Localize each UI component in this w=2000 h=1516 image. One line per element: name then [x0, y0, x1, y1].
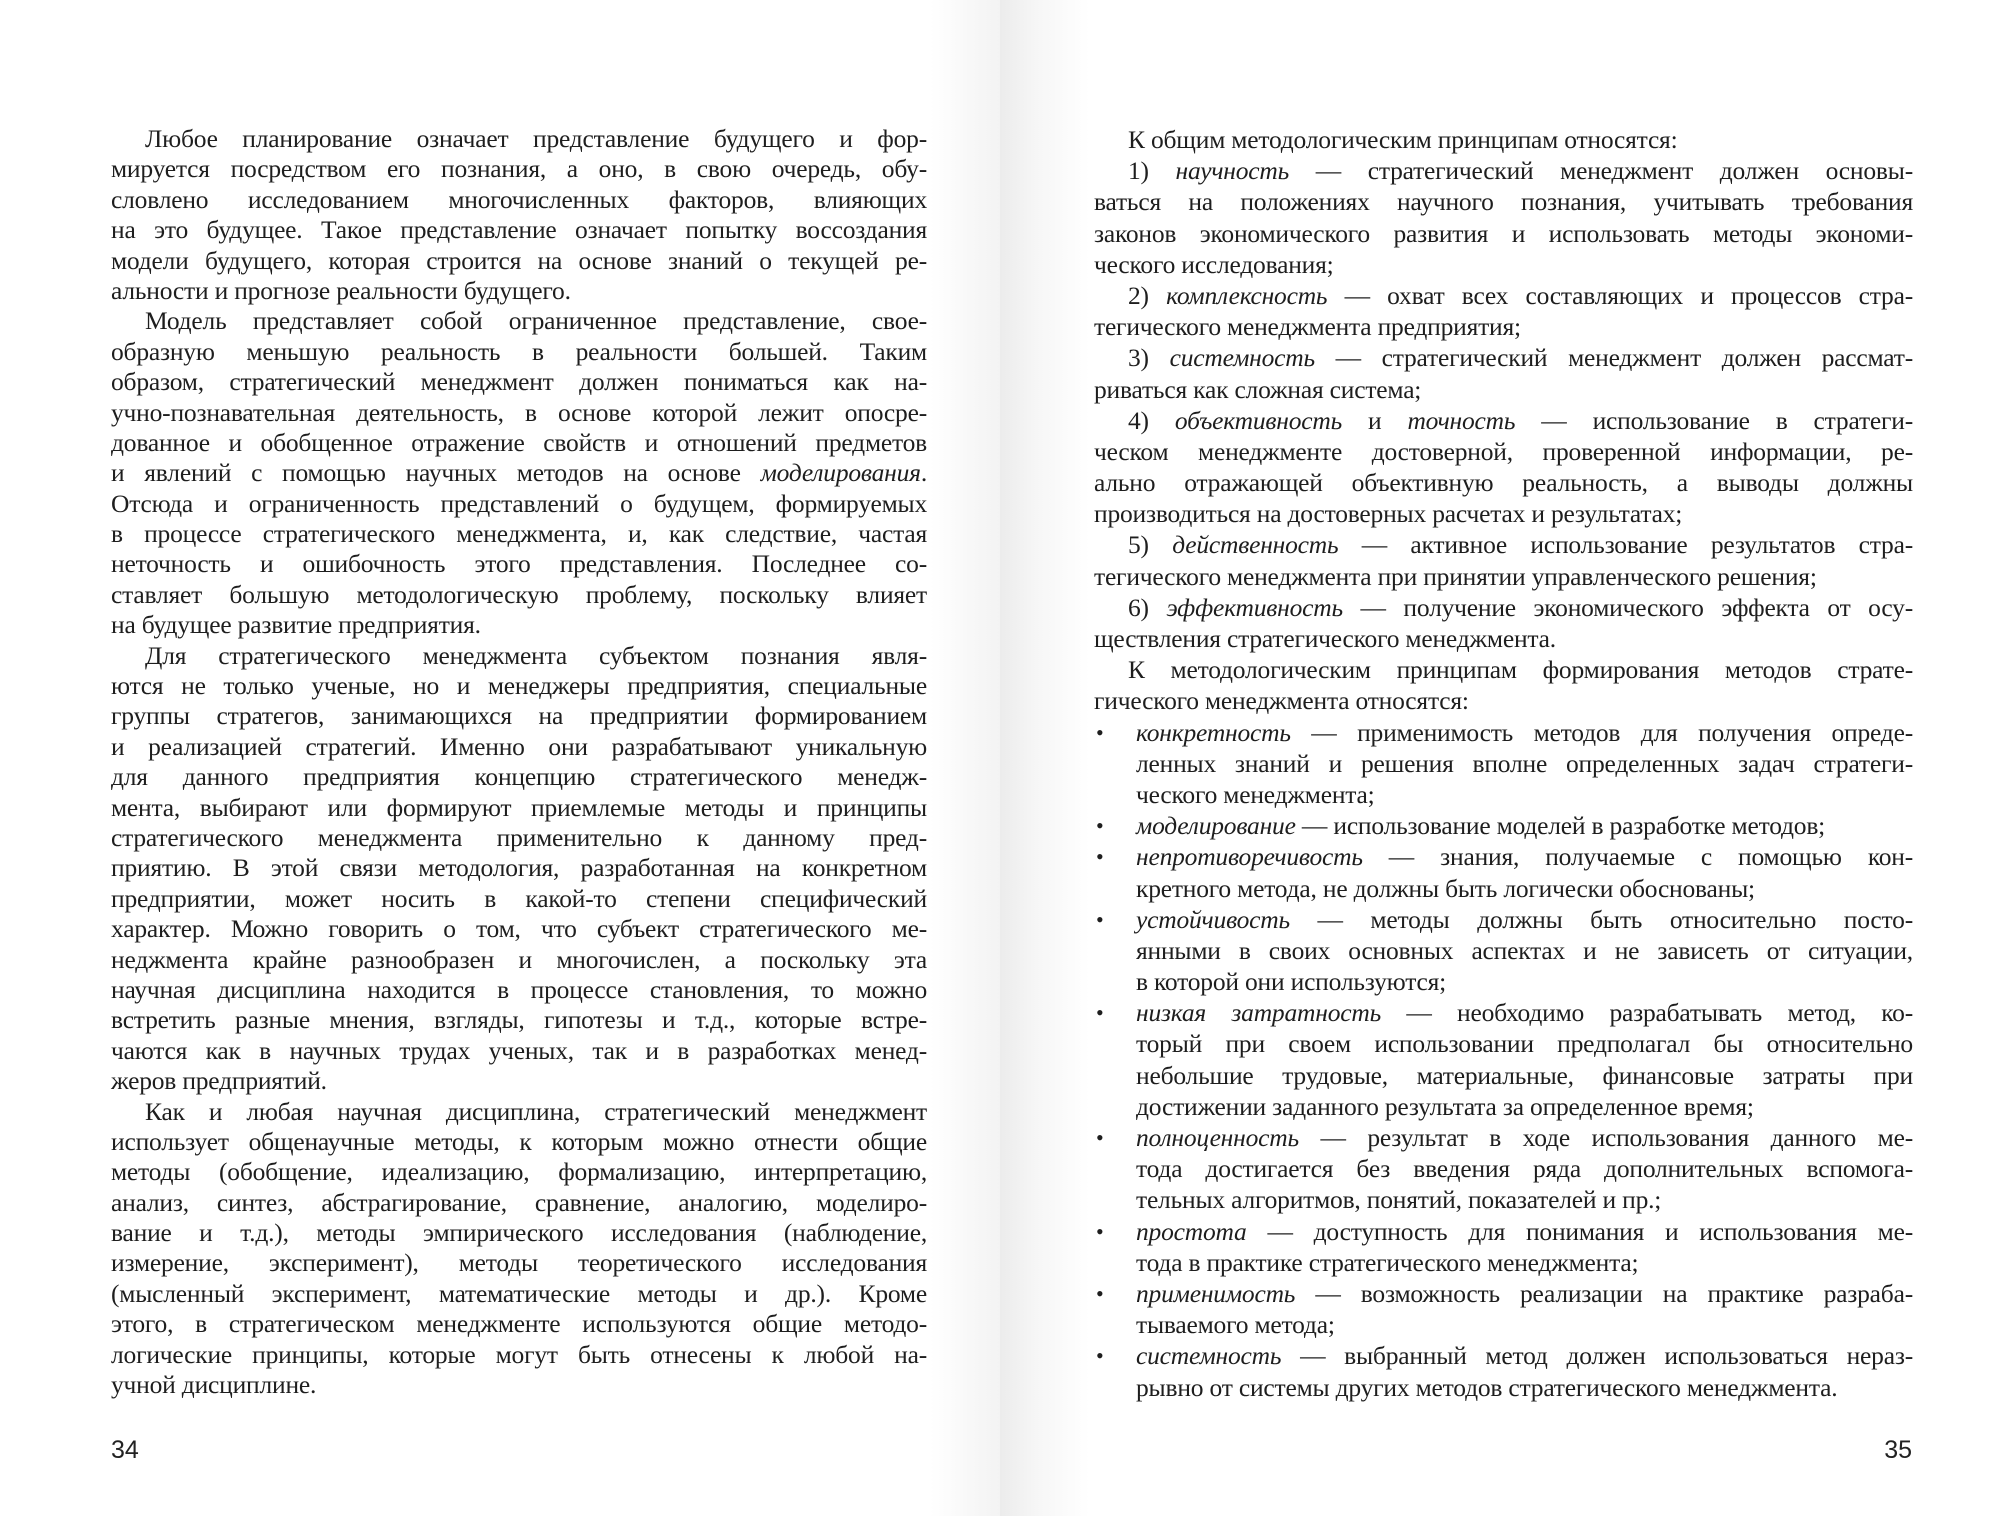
- text-run: образом, стратегический менеджмент должен пониматься как на-: [111, 367, 927, 397]
- text-run: ческого исследования;: [1094, 249, 1334, 279]
- text-line: [111, 489, 927, 519]
- text-run: группы стратегов, занимающихся на предприятии формированием: [111, 701, 927, 731]
- emphasized-term: точность: [1407, 405, 1516, 435]
- text-line: [1094, 1372, 1913, 1403]
- bullet-list-item: [1094, 997, 1913, 1122]
- text-run: — применимость методов для получения опреде-: [1290, 717, 1913, 747]
- text-line: [111, 975, 927, 1005]
- text-line: [1094, 623, 1913, 654]
- text-line: [111, 1188, 927, 1218]
- bullet-icon: •: [1096, 844, 1104, 870]
- paragraph: [1094, 592, 1913, 654]
- right-page-text: [1094, 124, 1913, 1403]
- text-run: торый при своем использовании предполагал бы относительно: [1136, 1029, 1913, 1059]
- text-run: характер. Можно говорить о том, что субъект стратегического ме-: [111, 914, 927, 944]
- bullet-list-item: [1094, 1216, 1913, 1278]
- text-line: [1094, 997, 1913, 1028]
- emphasized-term: применимость: [1136, 1278, 1296, 1308]
- bullet-icon: •: [1096, 1343, 1104, 1369]
- text-run: приятию. В этой связи методология, разработанная на конкретном: [111, 853, 927, 883]
- text-run: предприятии, может носить в какой-то степени специфический: [111, 883, 927, 913]
- text-run: Как и любая научная дисциплина, стратегический менеджмент: [145, 1096, 927, 1126]
- text-line: [111, 1097, 927, 1127]
- text-line: [1094, 249, 1913, 280]
- paragraph: [1094, 155, 1913, 280]
- text-run: 4): [1128, 405, 1175, 435]
- text-run: 6): [1128, 592, 1167, 622]
- emphasized-term: научность: [1175, 156, 1290, 186]
- text-run: тегического менеджмента при принятии управленческого решения;: [1094, 561, 1817, 591]
- text-run: тода достигается без введения ряда дополнительных вспомога-: [1136, 1154, 1913, 1184]
- text-line: [111, 641, 927, 671]
- paragraph: [1094, 342, 1913, 404]
- emphasized-term: моделирования: [760, 458, 921, 488]
- emphasized-term: комплексность: [1166, 280, 1328, 310]
- text-line: [111, 853, 927, 883]
- text-line: [111, 458, 927, 488]
- bullet-icon: •: [1096, 1000, 1104, 1026]
- text-line: [1094, 810, 1913, 841]
- text-run: — результат в ходе использования данного ме-: [1298, 1123, 1913, 1152]
- paragraph: [111, 306, 927, 640]
- text-line: [1094, 1340, 1913, 1371]
- text-line: [111, 276, 927, 306]
- bullet-icon: •: [1096, 1280, 1104, 1306]
- text-run: и реализацией стратегий. Именно они разрабатывают уникальную: [111, 731, 927, 761]
- left-page-text: [111, 124, 927, 1400]
- text-line: [1094, 748, 1913, 779]
- text-run: этого, в стратегическом менеджменте используются общие методо-: [111, 1309, 927, 1339]
- text-run: — получение экономического эффекта от осу-: [1342, 592, 1913, 622]
- text-run: ются не только ученые, но и менеджеры предприятия, специальные: [111, 671, 927, 701]
- text-line: [1094, 1247, 1913, 1278]
- text-line: [1094, 966, 1913, 997]
- text-line: [1094, 124, 1913, 155]
- text-run: достижении заданного результата за определенное время;: [1136, 1091, 1754, 1121]
- text-run: тегического менеджмента предприятия;: [1094, 312, 1521, 342]
- text-run: ческого менеджмента;: [1136, 779, 1375, 809]
- text-line: [111, 306, 927, 336]
- text-line: [1094, 342, 1913, 373]
- text-line: [111, 215, 927, 245]
- text-line: [111, 762, 927, 792]
- text-run: .: [920, 458, 927, 488]
- text-run: неджмента крайне разнообразен и многочислен, а поскольку эта: [111, 944, 927, 974]
- bullet-list-item: [1094, 1340, 1913, 1402]
- text-line: [1094, 841, 1913, 872]
- text-line: [111, 1309, 927, 1339]
- text-run: тельных алгоритмов, понятий, показателей и пр.;: [1136, 1185, 1662, 1215]
- text-line: [1094, 717, 1913, 748]
- text-run: учно-познавательная деятельность, в основе которой лежит опосре-: [111, 397, 927, 427]
- text-line: [1094, 405, 1913, 436]
- text-run: жеров предприятий.: [111, 1066, 327, 1096]
- bullet-list-item: [1094, 841, 1913, 903]
- paragraph: [111, 124, 927, 306]
- emphasized-term: системность: [1169, 343, 1315, 373]
- emphasized-term: полноценность: [1136, 1123, 1299, 1152]
- text-run: тода в практике стратегического менеджмента;: [1136, 1247, 1639, 1277]
- text-run: ваться на положениях научного познания, учитывать требования: [1094, 187, 1913, 217]
- text-run: стратегического менеджмента применительно к данному пред-: [111, 822, 927, 852]
- text-line: [111, 428, 927, 458]
- text-line: [111, 580, 927, 610]
- text-run: законов экономического развития и использовать методы экономи-: [1094, 218, 1913, 248]
- paragraph: [1094, 405, 1913, 530]
- bullet-list-item: [1094, 810, 1913, 841]
- text-run: — активное использование результатов стра-: [1338, 530, 1913, 560]
- text-run: — знания, получаемые с помощью кон-: [1362, 842, 1913, 872]
- text-run: логические принципы, которые могут быть отнесены к любой на-: [111, 1339, 927, 1369]
- emphasized-term: объективность: [1174, 405, 1342, 435]
- text-line: [111, 367, 927, 397]
- paragraph: [111, 641, 927, 1097]
- text-run: Отсюда и ограниченность представлений о будущем, формируемых: [111, 488, 927, 518]
- text-line: [111, 884, 927, 914]
- text-line: [1094, 873, 1913, 904]
- paragraph: [1094, 280, 1913, 342]
- text-run: производиться на достоверных расчетах и результатах;: [1094, 499, 1683, 529]
- bullet-icon: •: [1096, 1218, 1104, 1244]
- text-run: — использование в стратеги-: [1515, 405, 1913, 435]
- bullet-icon: •: [1096, 719, 1104, 745]
- text-run: мента, выбирают или формируют приемлемые методы и принципы: [111, 792, 927, 822]
- text-line: [111, 549, 927, 579]
- text-line: [111, 701, 927, 731]
- bullet-icon: •: [1096, 1125, 1104, 1150]
- paragraph: [1094, 124, 1913, 155]
- text-line: [1094, 1060, 1913, 1091]
- text-run: кретного метода, не должны быть логически обоснованы;: [1136, 873, 1755, 903]
- text-run: для данного предприятия концепцию стратегического менедж-: [111, 762, 927, 792]
- text-line: [111, 732, 927, 762]
- text-run: — методы должны быть относительно посто-: [1289, 904, 1913, 934]
- text-line: [111, 154, 927, 184]
- text-line: [111, 1036, 927, 1066]
- text-line: [111, 519, 927, 549]
- text-run: образную меньшую реальность в реальности большей. Таким: [111, 336, 927, 366]
- paragraph: [1094, 654, 1913, 716]
- text-run: альности и прогнозе реальности будущего.: [111, 275, 571, 305]
- text-line: [111, 671, 927, 701]
- text-run: тываемого метода;: [1136, 1310, 1335, 1340]
- text-line: [1094, 592, 1913, 623]
- text-run: — необходимо разрабатывать метод, ко-: [1381, 998, 1914, 1028]
- text-line: [111, 610, 927, 640]
- text-run: рывно от системы других методов стратегического менеджмента.: [1136, 1372, 1838, 1402]
- text-line: [1094, 1028, 1913, 1059]
- text-run: — доступность для понимания и использования ме-: [1246, 1216, 1913, 1246]
- text-run: — стратегический менеджмент должен основы-: [1289, 156, 1913, 186]
- text-line: [111, 1279, 927, 1309]
- text-line: [1094, 1091, 1913, 1122]
- text-line: [1094, 186, 1913, 217]
- text-line: [1094, 280, 1913, 311]
- page-number-left: 34: [111, 1436, 139, 1464]
- text-line: [1094, 935, 1913, 966]
- text-line: [111, 793, 927, 823]
- text-run: анализ, синтез, абстрагирование, сравнение, аналогию, моделиро-: [111, 1187, 927, 1217]
- text-line: [1094, 436, 1913, 467]
- text-run: модели будущего, которая строится на основе знаний о текущей ре-: [111, 245, 927, 275]
- text-run: — возможность реализации на практике разраба-: [1295, 1278, 1913, 1308]
- text-line: [1094, 155, 1913, 186]
- text-run: Любое планирование означает представление будущего и фор-: [145, 124, 927, 153]
- text-run: в которой они используются;: [1136, 967, 1446, 997]
- text-run: гического менеджмента относятся:: [1094, 686, 1469, 716]
- emphasized-term: системность: [1136, 1341, 1282, 1371]
- paragraph: [111, 1097, 927, 1401]
- text-run: и явлений с помощью научных методов на основе: [111, 458, 761, 488]
- text-run: К общим методологическим принципам относятся:: [1128, 125, 1678, 154]
- text-line: [1094, 1153, 1913, 1184]
- text-line: [1094, 498, 1913, 529]
- text-line: [1094, 467, 1913, 498]
- text-run: научная дисциплина находится в процессе становления, то можно: [111, 974, 927, 1004]
- text-line: [111, 185, 927, 215]
- bullet-icon: •: [1096, 906, 1104, 932]
- text-run: ленных знаний и решения вполне определенных задач стратеги-: [1136, 748, 1913, 778]
- text-line: [1094, 654, 1913, 685]
- text-line: [1094, 1122, 1913, 1153]
- text-run: — стратегический менеджмент должен рассмат-: [1314, 343, 1913, 373]
- text-line: [111, 1218, 927, 1248]
- text-run: ществления стратегического менеджмента.: [1094, 624, 1556, 653]
- text-run: на это будущее. Такое представление означает попытку воссоздания: [111, 215, 927, 245]
- bullet-icon: •: [1096, 813, 1104, 839]
- page-number-right: 35: [1884, 1436, 1912, 1464]
- text-line: [1094, 311, 1913, 342]
- emphasized-term: моделирование: [1136, 811, 1296, 841]
- text-line: [1094, 1216, 1913, 1247]
- text-run: измерение, эксперимент), методы теоретического исследования: [111, 1248, 927, 1278]
- text-line: [111, 1127, 927, 1157]
- text-run: методы (обобщение, идеализацию, формализацию, интерпретацию,: [111, 1157, 927, 1187]
- emphasized-term: устойчивость: [1136, 904, 1290, 934]
- text-run: учной дисциплине.: [111, 1370, 317, 1400]
- text-run: янными в своих основных аспектах и не зависеть от ситуации,: [1136, 935, 1913, 965]
- text-run: словлено исследованием многочисленных факторов, влияющих: [111, 184, 927, 214]
- text-line: [111, 1248, 927, 1278]
- text-run: мируется посредством его познания, а оно, в свою очередь, обу-: [111, 154, 927, 184]
- text-run: вание и т.д.), методы эмпирического исследования (наблюдение,: [111, 1218, 927, 1248]
- emphasized-term: действенность: [1172, 530, 1339, 560]
- emphasized-term: низкая затратность: [1136, 998, 1381, 1028]
- right-page: [1000, 0, 2000, 1516]
- text-run: — выбранный метод должен использоваться нераз-: [1281, 1341, 1913, 1371]
- text-line: [111, 1370, 927, 1400]
- text-line: [1094, 561, 1913, 592]
- text-line: [111, 945, 927, 975]
- text-line: [111, 1005, 927, 1035]
- text-run: 2): [1128, 280, 1167, 310]
- text-line: [1094, 1278, 1913, 1309]
- text-line: [111, 1340, 927, 1370]
- text-line: [1094, 1184, 1913, 1215]
- text-line: [111, 1157, 927, 1187]
- text-line: [111, 1066, 927, 1096]
- text-line: [111, 914, 927, 944]
- bullet-list-item: [1094, 904, 1913, 998]
- text-run: 3): [1128, 343, 1170, 373]
- text-run: Модель представляет собой ограниченное представление, свое-: [145, 306, 927, 336]
- text-line: [1094, 685, 1913, 716]
- bullet-list-item: [1094, 1278, 1913, 1340]
- text-run: ально отражающей объективную реальность, а выводы должны: [1094, 468, 1913, 498]
- text-run: (мысленный эксперимент, математические методы и др.). Кроме: [111, 1278, 927, 1308]
- text-line: [1094, 1309, 1913, 1340]
- emphasized-term: непротиворечивость: [1136, 842, 1363, 872]
- bullet-list-item: [1094, 717, 1913, 811]
- text-line: [1094, 779, 1913, 810]
- text-line: [111, 823, 927, 853]
- text-run: К методологическим принципам формирования методов страте-: [1128, 655, 1913, 685]
- text-run: риваться как сложная система;: [1094, 374, 1422, 404]
- bullet-list-item: [1094, 1122, 1913, 1216]
- text-run: дованное и обобщенное отражение свойств и отношений предметов: [111, 427, 927, 457]
- text-run: 5): [1128, 530, 1173, 560]
- text-line: [111, 337, 927, 367]
- text-run: Для стратегического менеджмента субъектом познания явля-: [145, 640, 927, 670]
- text-run: ческом менеджменте достоверной, проверенной информации, ре-: [1094, 436, 1913, 466]
- text-run: встретить разные мнения, взгляды, гипотезы и т.д., которые встре-: [111, 1005, 927, 1035]
- emphasized-term: эффективность: [1166, 592, 1343, 622]
- text-run: небольшие трудовые, материальные, финансовые затраты при: [1136, 1060, 1913, 1090]
- emphasized-term: конкретность: [1136, 717, 1291, 747]
- text-run: 1): [1128, 156, 1176, 186]
- paragraph: [1094, 529, 1913, 591]
- text-run: ставляет большую методологическую проблему, поскольку влияет: [111, 579, 927, 609]
- text-line: [111, 124, 927, 154]
- text-run: на будущее развитие предприятия.: [111, 610, 481, 640]
- text-line: [1094, 904, 1913, 935]
- text-line: [1094, 529, 1913, 560]
- text-run: использует общенаучные методы, к которым можно отнести общие: [111, 1126, 927, 1156]
- text-line: [1094, 218, 1913, 249]
- text-line: [111, 246, 927, 276]
- text-line: [1094, 374, 1913, 405]
- text-run: неточность и ошибочность этого представления. Последнее со-: [111, 549, 927, 579]
- emphasized-term: простота: [1136, 1216, 1247, 1246]
- text-run: чаются как в научных трудах ученых, так и в разработках менед-: [111, 1035, 927, 1065]
- text-line: [111, 398, 927, 428]
- text-run: — использование моделей в разработке методов;: [1295, 811, 1826, 841]
- text-run: — охват всех составляющих и процессов стра-: [1327, 280, 1913, 310]
- text-run: в процессе стратегического менеджмента, и, как следствие, частая: [111, 519, 927, 549]
- text-run: и: [1341, 405, 1408, 435]
